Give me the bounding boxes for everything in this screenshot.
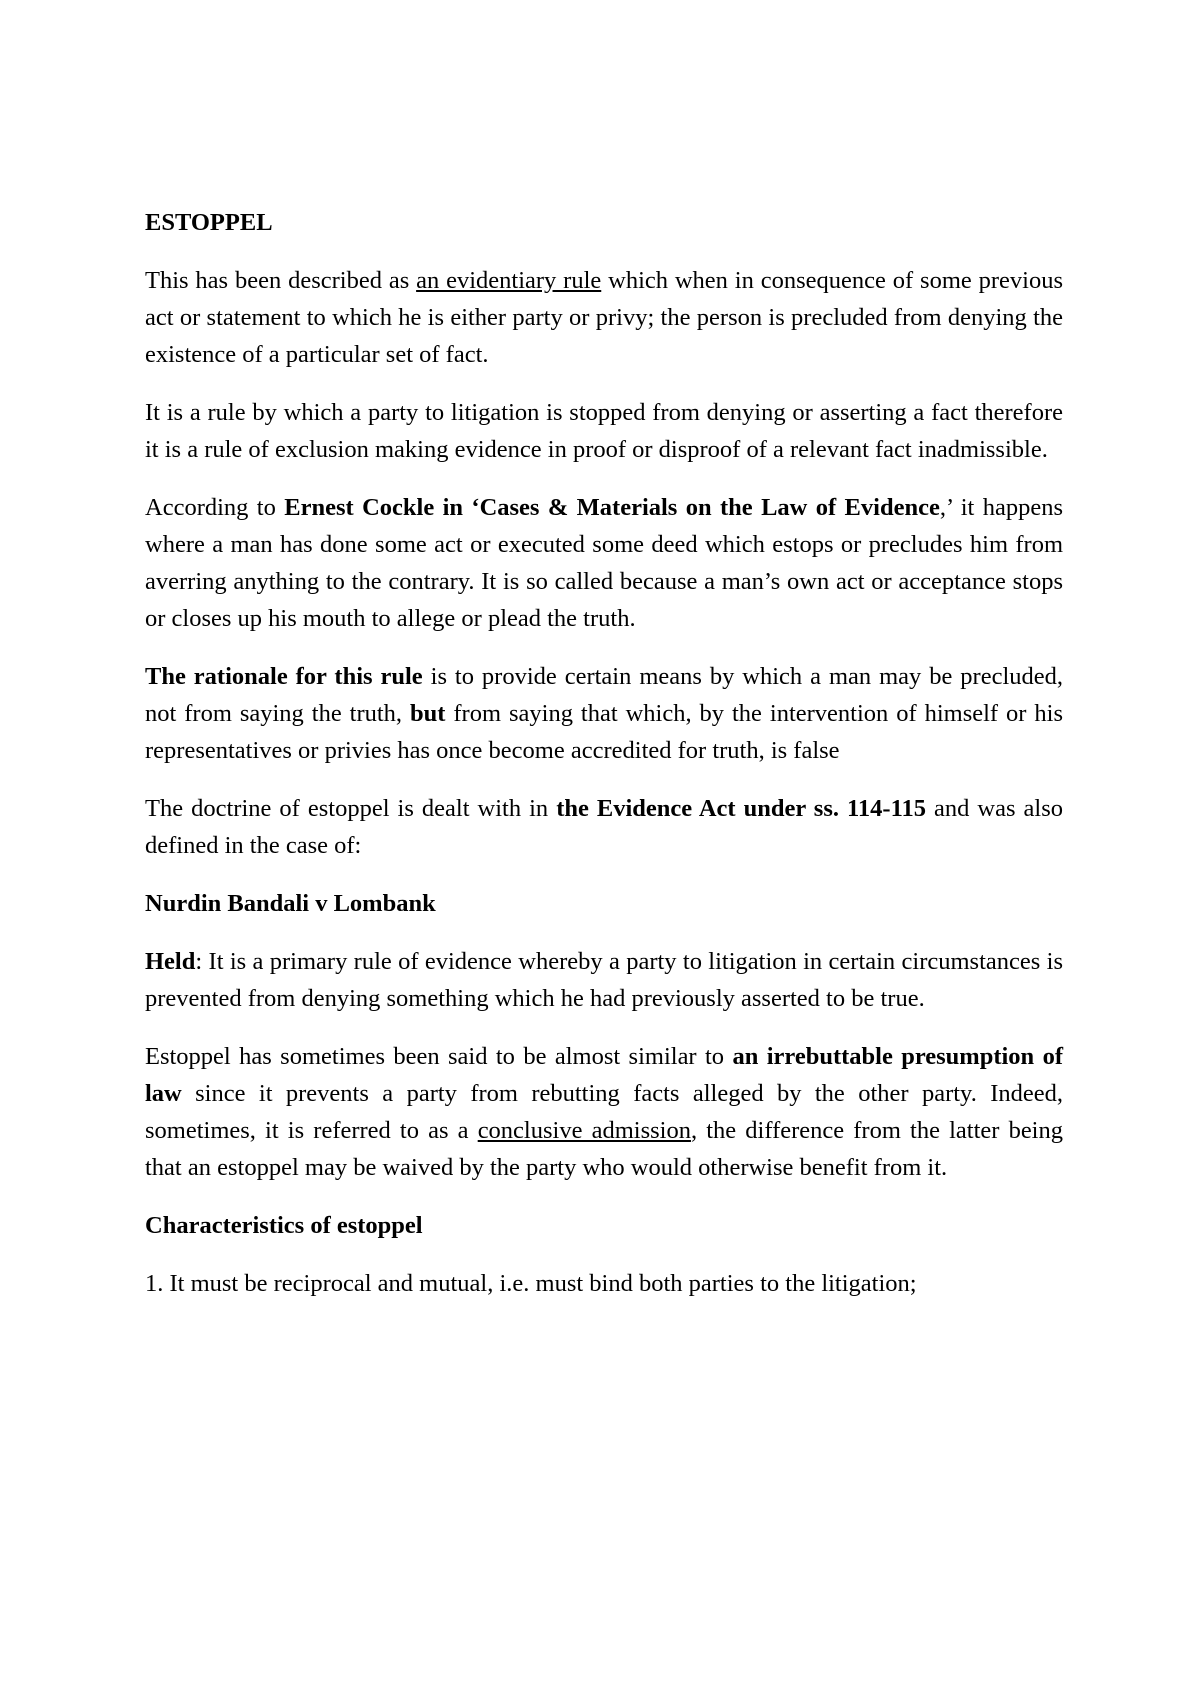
paragraph-cockle-citation (145, 489, 1063, 637)
document-page (145, 207, 1063, 1323)
bold-statute: the Evidence Act under ss. 114-115 (556, 795, 926, 822)
text-run: ,’ it happens where a man has done some act or executed some deed which estops or precludes him from averring anything to the contrary. It is so called because a man’s own act or acceptance stops or closes up his mouth to allege or plead the truth. (145, 494, 1063, 632)
text-run: since it prevents a party from rebutting facts alleged by the other party. Indeed, sometimes, it is referred to as a (145, 1080, 1063, 1144)
bold-phrase: The rationale for this rule (145, 663, 423, 690)
text-run: Estoppel has sometimes been said to be almost similar to (145, 1043, 733, 1070)
text-run: is to provide certain means by which a man may be precluded, not from saying the truth, (145, 663, 1063, 727)
text-run: The doctrine of estoppel is dealt with in (145, 795, 557, 822)
held-label: Held (145, 948, 196, 975)
list-item: 1. It must be reciprocal and mutual, i.e. must bind both parties to the litigation; (145, 1270, 917, 1297)
underlined-term: an evidentiary rule (416, 267, 602, 294)
paragraph-held (145, 943, 1063, 1017)
text-run: from saying that which, by the intervention of himself or his representatives or privies has once become accredited for truth, is false (145, 700, 1063, 764)
paragraph-definition (145, 262, 1063, 373)
text-run: This has been described as (145, 267, 417, 294)
bold-citation: Ernest Cockle in ‘Cases & Materials on the Law of Evidence (284, 494, 940, 521)
text-run: : It is a primary rule of evidence whereby a party to litigation in certain circumstances is prevented from denying something which he had previously asserted to be true. (145, 948, 1063, 1012)
underlined-term: conclusive admission (477, 1117, 691, 1144)
paragraph-irrebuttable-presumption (145, 1038, 1063, 1186)
text-run: which when in consequence of some previous act or statement to which he is either party or privy; the person is precluded from denying the existence of a particular set of fact. (145, 267, 1063, 368)
text-run: According to (145, 494, 285, 521)
case-name: Nurdin Bandali v Lombank (145, 890, 436, 917)
paragraph-evidence-act (145, 790, 1063, 864)
document-title: ESTOPPEL (145, 209, 273, 236)
paragraph-rationale (145, 658, 1063, 769)
paragraph-rule-of-exclusion: It is a rule by which a party to litigation is stopped from denying or asserting a fact therefore it is a rule of exclusion making evidence in proof or disproof of a relevant fact inadmissible. (145, 399, 1063, 463)
section-heading-characteristics: Characteristics of estoppel (145, 1212, 423, 1239)
bold-phrase: an irrebuttable presumption of law (145, 1043, 1063, 1107)
bold-word: but (410, 700, 446, 727)
text-run: , the difference from the latter being that an estoppel may be waived by the party who would otherwise benefit from it. (145, 1117, 1063, 1181)
text-run: and was also defined in the case of: (145, 795, 1064, 859)
